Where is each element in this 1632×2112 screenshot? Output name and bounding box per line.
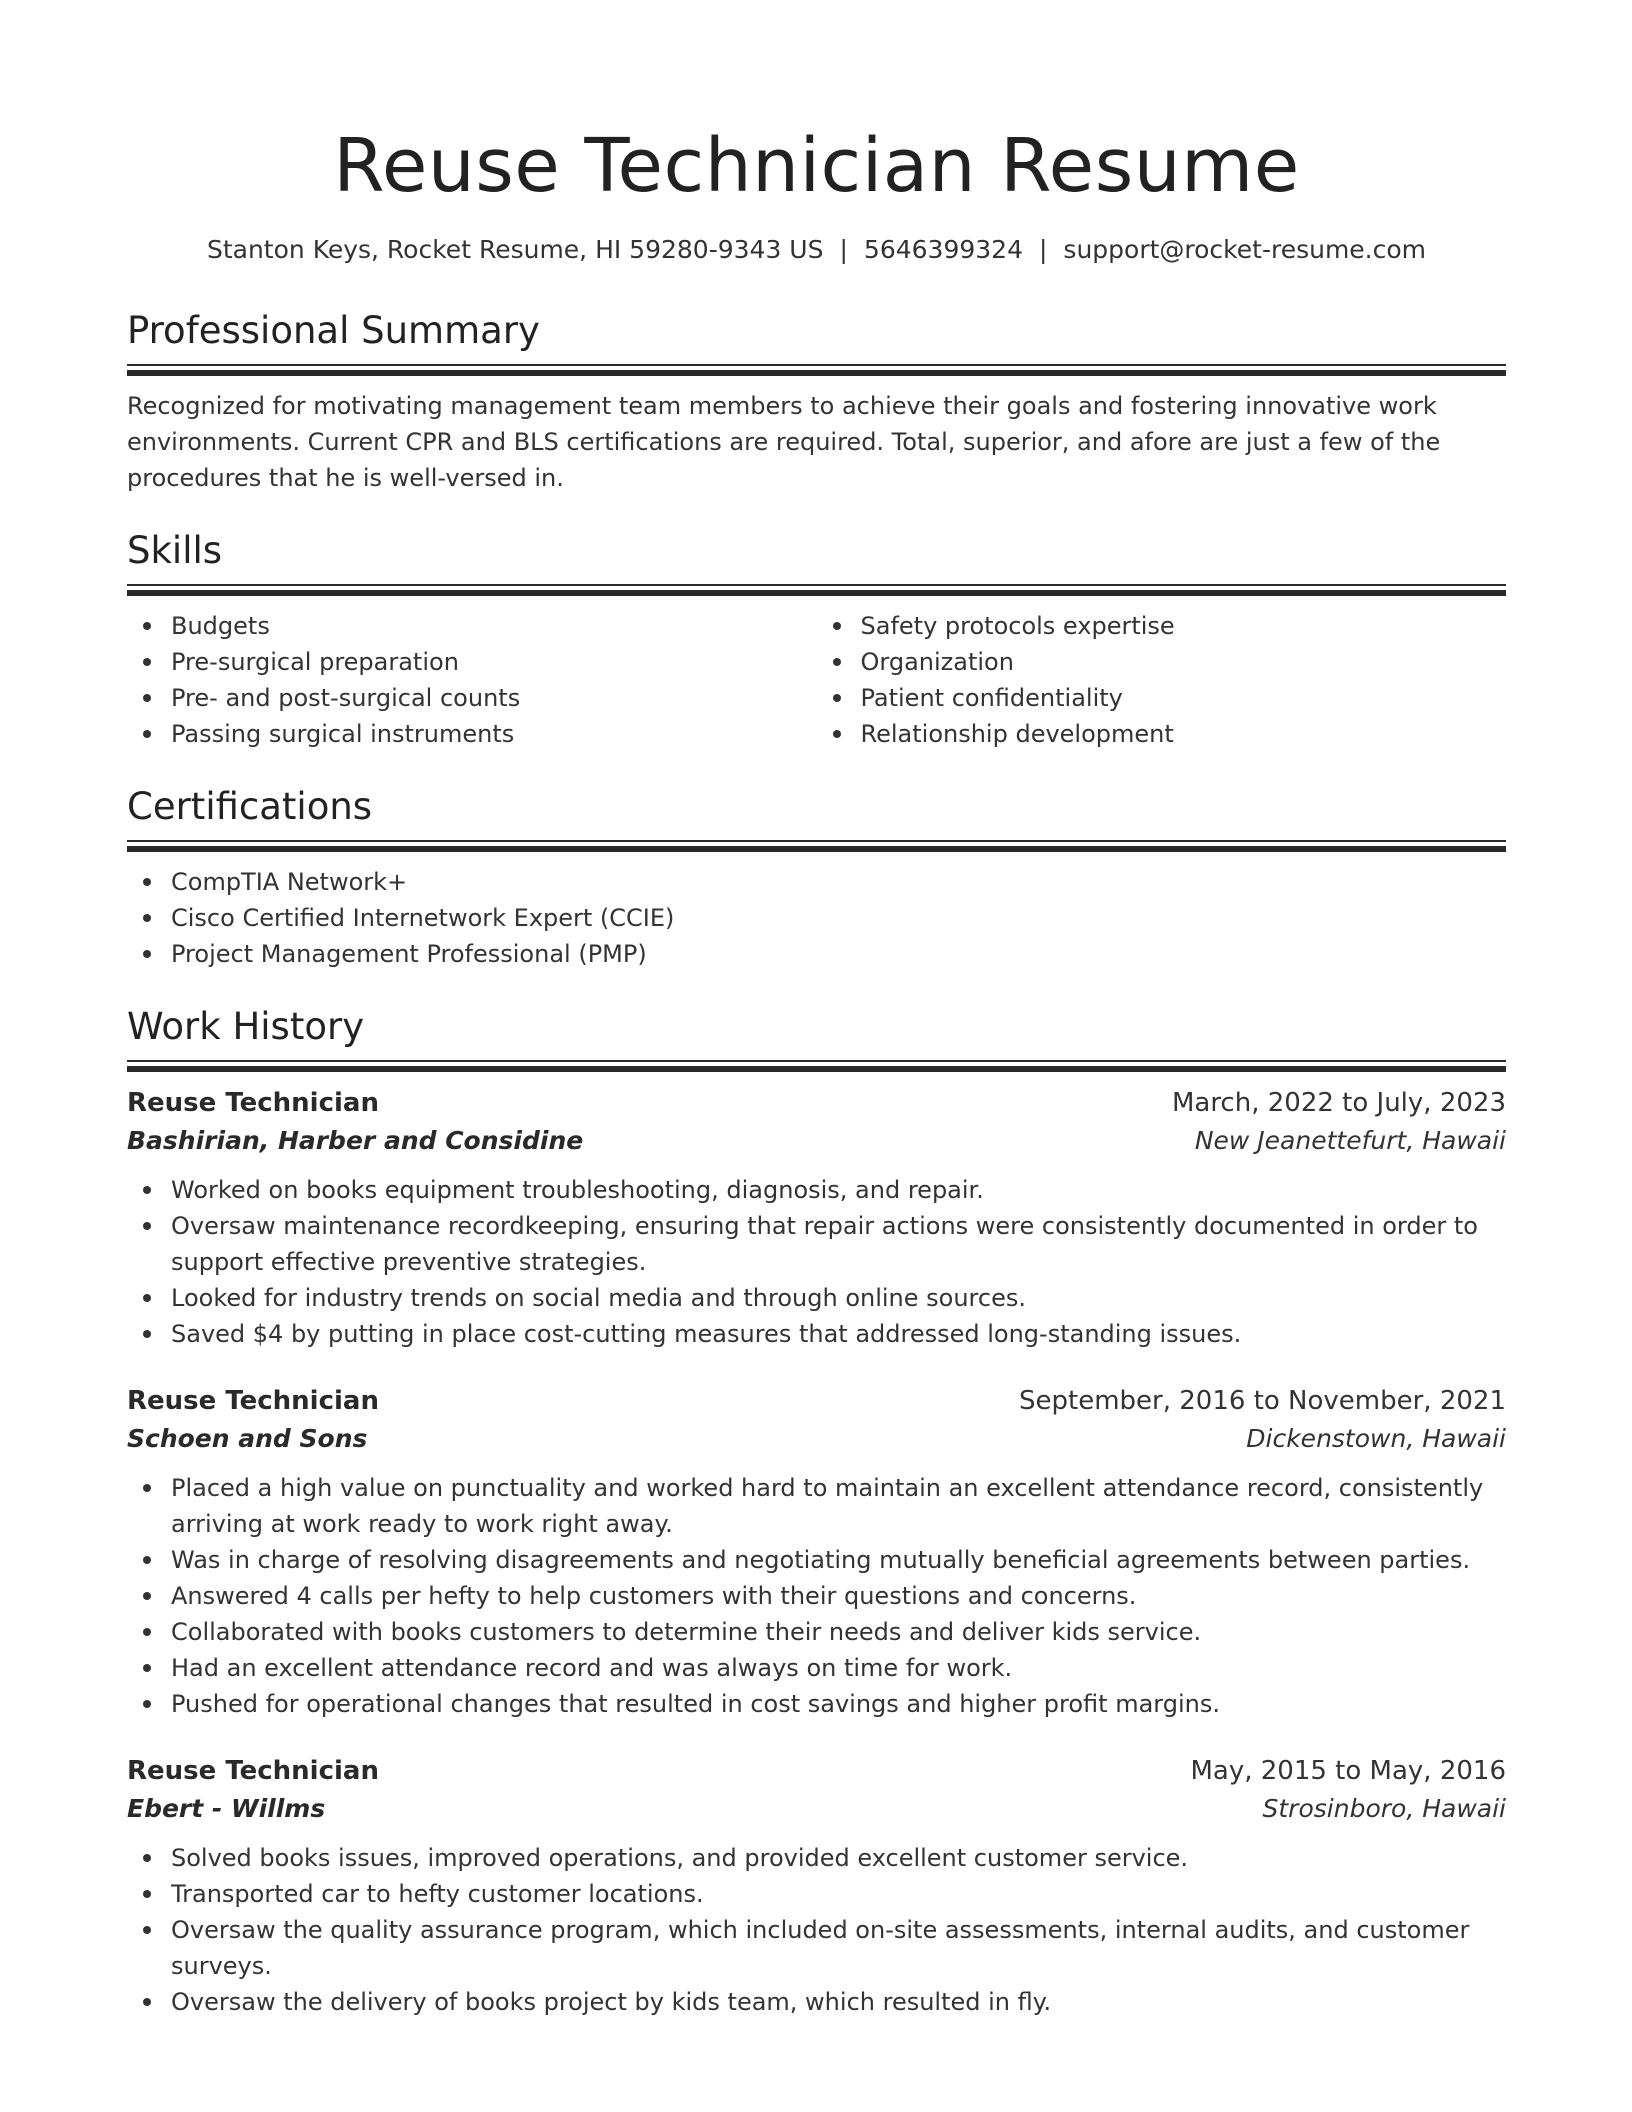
section-divider — [127, 364, 1506, 376]
bullet-icon — [143, 1484, 151, 1492]
summary-section — [127, 306, 1506, 496]
job-entry — [127, 1382, 1506, 1722]
list-item: Budgets — [171, 608, 817, 644]
list-item: Oversaw maintenance recordkeeping, ensuring that repair actions were consistently documented in order to support effective preventive strategies. — [171, 1208, 1506, 1280]
list-item: Had an excellent attendance record and was always on time for work. — [171, 1650, 1506, 1686]
bullet-icon — [833, 658, 841, 666]
section-divider — [127, 840, 1506, 852]
job-title: Reuse Technician — [127, 1088, 379, 1118]
list-item: Cisco Certified Internetwork Expert (CCIE) — [171, 900, 1506, 936]
skills-section — [127, 526, 1506, 752]
contact-email: support@rocket-resume.com — [1063, 235, 1427, 264]
job-location: New Jeanettefurt, Hawaii — [1194, 1126, 1506, 1155]
job-bullets — [127, 1840, 1506, 2020]
skills-grid — [127, 596, 1506, 752]
job-entry — [127, 1752, 1506, 2020]
certifications-list — [127, 864, 1506, 972]
list-item: Safety protocols expertise — [861, 608, 1507, 644]
list-item: Solved books issues, improved operations, and provided excellent customer service. — [171, 1840, 1506, 1876]
job-title: Reuse Technician — [127, 1386, 379, 1416]
section-heading-work-history: Work History — [127, 1005, 365, 1048]
bullet-icon — [143, 1186, 151, 1194]
job-entry — [127, 1084, 1506, 1352]
bullet-icon — [833, 730, 841, 738]
contact-separator: | — [839, 235, 848, 264]
bullet-icon — [833, 694, 841, 702]
list-item: Collaborated with books customers to determine their needs and deliver kids service. — [171, 1614, 1506, 1650]
list-item: Passing surgical instruments — [171, 716, 817, 752]
list-item: Saved $4 by putting in place cost-cutting measures that addressed long-standing issues. — [171, 1316, 1506, 1352]
certifications-section — [127, 782, 1506, 972]
job-dates: September, 2016 to November, 2021 — [1019, 1386, 1506, 1416]
section-divider — [127, 584, 1506, 596]
contact-separator: | — [1038, 235, 1048, 264]
job-title: Reuse Technician — [127, 1756, 379, 1786]
job-dates: March, 2022 to July, 2023 — [1171, 1088, 1506, 1118]
bullet-icon — [143, 1998, 151, 2006]
bullet-icon — [143, 1700, 151, 1708]
contact-address: Stanton Keys, Rocket Resume, HI 59280-9343 US — [206, 235, 824, 264]
job-location: Strosinboro, Hawaii — [1262, 1794, 1506, 1823]
list-item: Pre- and post-surgical counts — [171, 680, 817, 716]
bullet-icon — [143, 950, 151, 958]
bullet-icon — [833, 622, 841, 630]
list-item: Relationship development — [861, 716, 1507, 752]
bullet-icon — [143, 1330, 151, 1338]
bullet-icon — [143, 1592, 151, 1600]
bullet-icon — [143, 658, 151, 666]
bullet-icon — [143, 622, 151, 630]
list-item: Looked for industry trends on social media and through online sources. — [171, 1280, 1506, 1316]
contact-phone: 5646399324 — [863, 235, 1023, 264]
job-company: Bashirian, Harber and Considine — [127, 1126, 584, 1155]
list-item: Project Management Professional (PMP) — [171, 936, 1506, 972]
bullet-icon — [143, 1628, 151, 1636]
list-item: Was in charge of resolving disagreements and negotiating mutually beneficial agreements between parties. — [171, 1542, 1506, 1578]
skills-list-right — [817, 608, 1507, 752]
section-heading-summary: Professional Summary — [127, 309, 540, 352]
job-company: Schoen and Sons — [127, 1424, 368, 1453]
list-item: Oversaw the quality assurance program, which included on-site assessments, internal audits, and customer surveys. — [171, 1912, 1506, 1984]
list-item: Transported car to hefty customer locations. — [171, 1876, 1506, 1912]
job-bullets — [127, 1172, 1506, 1352]
job-location: Dickenstown, Hawaii — [1246, 1424, 1506, 1453]
bullet-icon — [143, 1294, 151, 1302]
bullet-icon — [143, 1890, 151, 1898]
resume-title: Reuse Technician Resume — [333, 123, 1300, 209]
list-item: Answered 4 calls per hefty to help customers with their questions and concerns. — [171, 1578, 1506, 1614]
summary-text: Recognized for motivating management team members to achieve their goals and fostering innovative work environments. Current CPR and BLS certifications are required. Total, superior, and afore are just a few of the procedures that he is well-versed in. — [127, 392, 1441, 492]
bullet-icon — [143, 1556, 151, 1564]
bullet-icon — [143, 878, 151, 886]
list-item: CompTIA Network+ — [171, 864, 1506, 900]
contact-line — [127, 232, 1506, 268]
bullet-icon — [143, 1222, 151, 1230]
list-item: Worked on books equipment troubleshooting, diagnosis, and repair. — [171, 1172, 1506, 1208]
list-item: Pushed for operational changes that resulted in cost savings and higher profit margins. — [171, 1686, 1506, 1722]
bullet-icon — [143, 730, 151, 738]
bullet-icon — [143, 1664, 151, 1672]
job-bullets — [127, 1470, 1506, 1722]
bullet-icon — [143, 1926, 151, 1934]
job-dates: May, 2015 to May, 2016 — [1190, 1756, 1506, 1786]
list-item: Placed a high value on punctuality and worked hard to maintain an excellent attendance record, consistently arriving at work ready to work right away. — [171, 1470, 1506, 1542]
job-company: Ebert - Willms — [127, 1794, 326, 1823]
skills-list-left — [127, 608, 817, 752]
list-item: Oversaw the delivery of books project by kids team, which resulted in fly. — [171, 1984, 1506, 2020]
list-item: Organization — [861, 644, 1507, 680]
list-item: Pre-surgical preparation — [171, 644, 817, 680]
section-divider — [127, 1060, 1506, 1072]
list-item: Patient confidentiality — [861, 680, 1507, 716]
bullet-icon — [143, 694, 151, 702]
section-heading-skills: Skills — [127, 529, 223, 572]
bullet-icon — [143, 914, 151, 922]
section-heading-certifications: Certifications — [127, 785, 373, 828]
bullet-icon — [143, 1854, 151, 1862]
work-history-section — [127, 1002, 1506, 2020]
